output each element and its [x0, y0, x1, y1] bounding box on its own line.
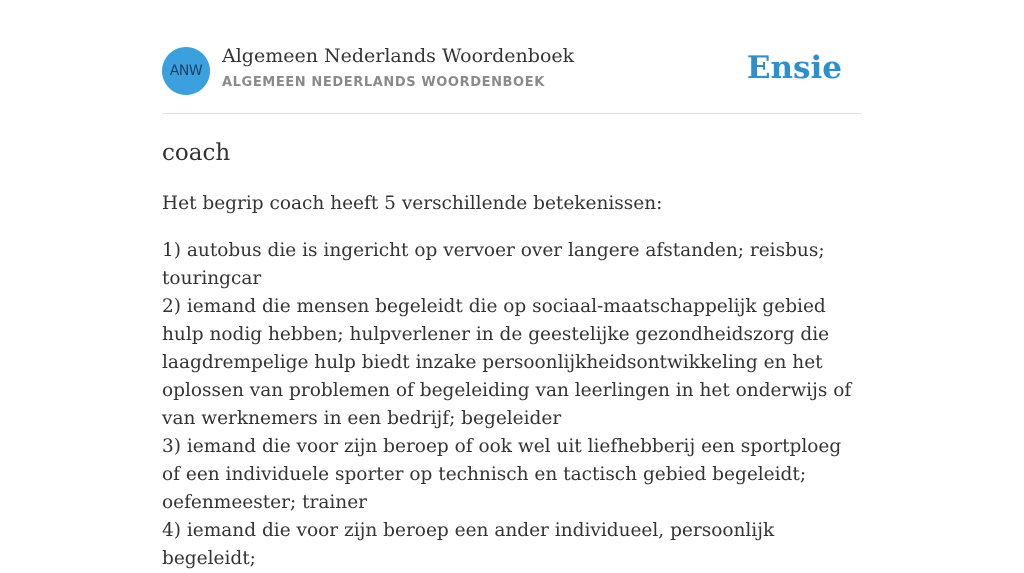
anw-logo[interactable]: ANW [162, 47, 210, 95]
header [162, 0, 862, 114]
meaning-item: 2) iemand die mensen begeleidt die op sociaal-maatschappelijk gebied hulp nodig hebben; hulpverlener in de geestelijke gezondheidszorg die laagdrempelige hulp biedt inzake persoonlijkheidsontwikkeling en het oplossen van problemen of begeleiding van leerlingen in het onderwijs of van werknemers in een bedrijf; begeleider [162, 296, 852, 429]
meaning-item: 3) iemand die voor zijn beroep of ook wel uit liefhebberij een sportploeg of een individuele sporter op technisch en tactisch gebied begeleidt; oefenmeester; trainer [162, 436, 842, 513]
source-title[interactable]: Algemeen Nederlands Woordenboek [222, 45, 575, 67]
source-subtitle: ALGEMEEN NEDERLANDS WOORDENBOEK [222, 75, 545, 90]
meaning-item: 4) iemand die voor zijn beroep een ander individueel, persoonlijk begeleidt; [162, 520, 775, 569]
entry-intro: Het begrip coach heeft 5 verschillende betekenissen: [162, 193, 663, 214]
ensie-logo-link[interactable]: Ensie [746, 50, 842, 86]
entry-word: coach [162, 140, 231, 166]
meanings-list [162, 237, 862, 573]
entry-content [162, 138, 862, 573]
meaning-item: 1) autobus die is ingericht op vervoer over langere afstanden; reisbus; touringcar [162, 240, 825, 289]
